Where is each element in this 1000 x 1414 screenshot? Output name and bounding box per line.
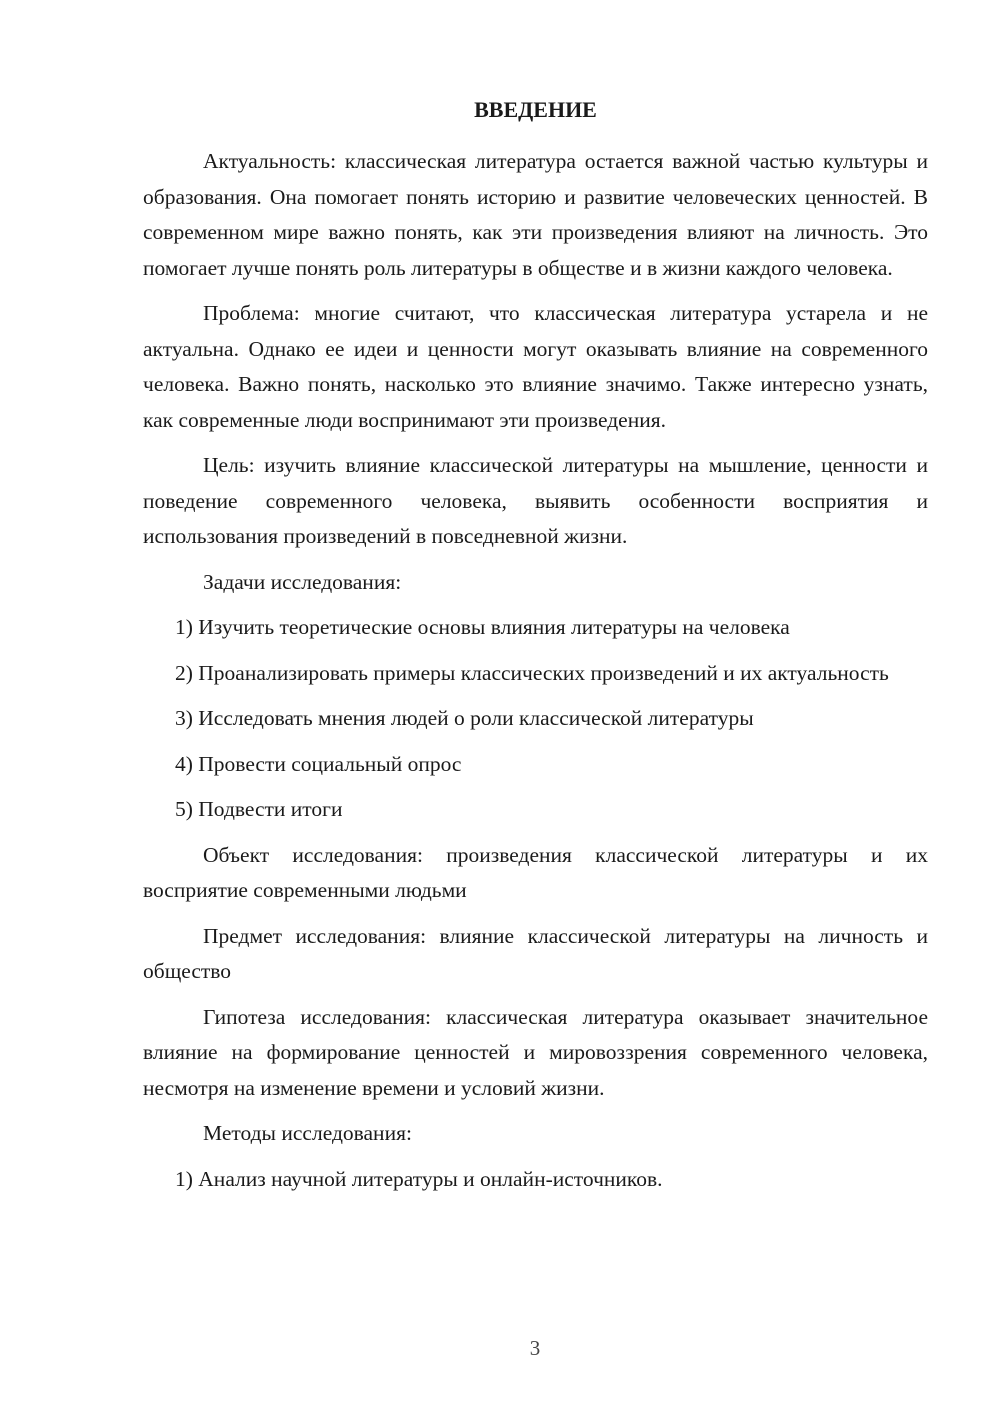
document-page <box>143 95 928 1207</box>
task-item: 1) Изучить теоретические основы влияния литературы на человека <box>175 615 790 639</box>
goal-paragraph: Цель: изучить влияние классической литературы на мышление, ценности и поведение современного человека, выявить особенности восприятия и использования произведений в повседневной жизни. <box>143 453 928 548</box>
relevance-paragraph: Актуальность: классическая литература остается важной частью культуры и образования. Она помогает понять историю и развитие человеческих ценностей. В современном мире важно понять, как эти произведения влияют на личность. Это помогает лучше понять роль литературы в обществе и в жизни каждого человека. <box>143 149 928 280</box>
object-paragraph: Объект исследования: произведения классической литературы и их восприятие современными людьми <box>143 842 928 902</box>
tasks-title: Задачи исследования: <box>203 569 402 594</box>
task-item: 5) Подвести итоги <box>175 797 343 821</box>
task-item: 3) Исследовать мнения людей о роли классической литературы <box>175 706 754 730</box>
page-number: 3 <box>529 1336 541 1360</box>
methods-title: Методы исследования: <box>203 1121 412 1145</box>
method-item: 1) Анализ научной литературы и онлайн-источников. <box>175 1166 663 1191</box>
task-item: 2) Проанализировать примеры классических произведений и их актуальность <box>175 660 889 685</box>
hypothesis-paragraph: Гипотеза исследования: классическая литература оказывает значительное влияние на формирование ценностей и мировоззрения современного человека, несмотря на изменение времени и условий жизни. <box>143 1004 928 1100</box>
page-title: ВВЕДЕНИЕ <box>474 97 597 122</box>
problem-paragraph: Проблема: многие считают, что классическая литература устарела и не актуальна. Однако ее идеи и ценности могут оказывать влияние на современного человека. Важно понять, насколько это влияние значимо. Также интересно узнать, как современные люди воспринимают эти произведения. <box>143 301 928 432</box>
task-item: 4) Провести социальный опрос <box>175 751 462 776</box>
subject-paragraph: Предмет исследования: влияние классической литературы на личность и общество <box>143 923 928 983</box>
